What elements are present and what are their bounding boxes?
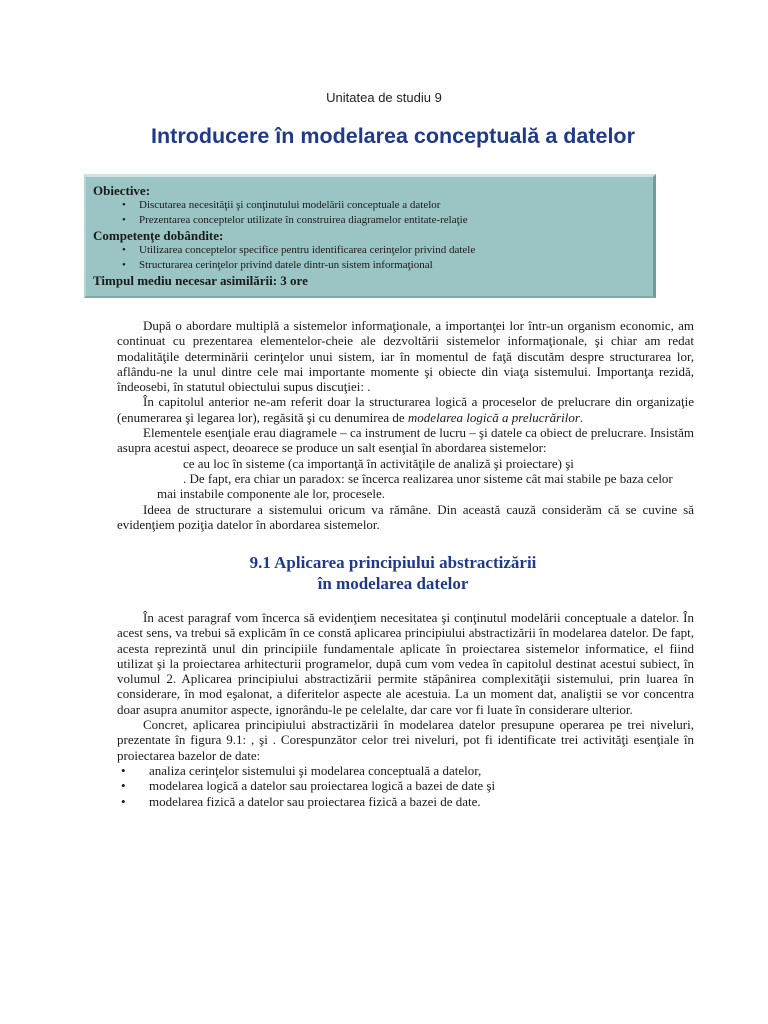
section-heading-line: în modelarea datelor	[317, 574, 469, 593]
text: .	[579, 409, 584, 425]
paragraph: În acest paragraf vom încerca să evidenţiem necesitatea şi conţinutul modelării conceptuale a datelor. În acest sens, va trebui să explicăm în ce constă aplicarea principiului abstractizării în modelarea datelor. De fapt, acesta reprezintă unul din principiile fundamentale aplicate în proiectarea sistemelor informatice, el fiind utilizat şi la proiectarea arhitecturii programelor, după cum vom vedea în capitolul destinat acestui subiect, în volumul 2. Aplicarea principiului abstractizării permite stăpânirea complexităţii sistemului, prin luarea în considerare, în mod eşalonat, a diferitelor aspecte ale acestuia. La un moment dat, analiştii se vor concentra doar asupra anumitor aspecte, ignorându-le pe celelalte, dar care vor fi luate în considerare ulterior.	[117, 610, 694, 717]
time-required: Timpul mediu necesar asimilării: 3 ore	[93, 273, 308, 288]
paragraph	[117, 717, 694, 763]
objectives-list	[93, 198, 645, 228]
section-heading	[0, 552, 768, 594]
text: Elementele esenţiale erau diagramele – ca instrument de lucru – şi datele ca obiect de prelucrare. Insistăm asupra acestui aspect, deoarece se produce un salt esenţial în abordarea sistemelor:	[117, 425, 694, 456]
objectives-box	[84, 174, 656, 298]
text: După o abordare multiplă a sistemelor informaţionale, a importanţei lor într-un organism economic, am continuat cu prezentarea elementelor-cheie ale dezvoltării sistemelor informaţionale, şi chiar am redat modalităţile determinării cerinţelor unui sistem, iar în momentul de faţă discutăm despre structurarea lor, aflându-ne la unul dintre cele mai importante momente şi obiecte din viaţa sistemului. Importanţa rezidă, îndeosebi, în statutul obiectului supus discuţiei:	[117, 318, 694, 395]
competence-item: • Structurarea cerinţelor privind datele dintr-un sistem informaţional	[93, 258, 645, 273]
objective-item: • Discutarea necesităţii şi conţinutului modelării conceptuale a datelor	[93, 198, 645, 213]
text: ,	[251, 732, 255, 748]
section-heading-line: 9.1 Aplicarea principiului abstractizării	[249, 553, 537, 572]
intro-text	[117, 318, 694, 532]
unit-label: Unitatea de studiu 9	[326, 90, 442, 105]
section-text	[117, 610, 694, 809]
list-item: • modelarea fizică a datelor sau proiectarea fizică a bazei de date.	[117, 794, 694, 809]
paragraph: Ideea de structurare a sistemului oricum va rămâne. Din această cauză considerăm că se cuvine să evidenţiem poziţia datelor în abordarea sistemelor.	[117, 501, 694, 532]
competence-item: • Utilizarea conceptelor specifice pentru identificarea cerinţelor privind datele	[93, 243, 645, 258]
text-line: ce au loc în sisteme (ca importanţă în activităţile de analiză şi proiectare) şi	[183, 455, 574, 471]
objective-item: • Prezentarea conceptelor utilizate în construirea diagramelor entitate-relaţie	[93, 213, 645, 228]
competences-list	[93, 243, 645, 273]
paragraph	[117, 425, 694, 501]
text: În capitolul anterior ne-am referit doar la structurarea logică a proceselor de prelucrare din organizaţie (enumerarea şi legarea lor), regăsită şi cu denumirea de	[117, 394, 694, 425]
text: . Corespunzător celor trei niveluri, pot fi identificate trei activităţi esenţiale în proiectarea bazelor de date:	[117, 732, 695, 763]
text-line: . De fapt, era chiar un paradox: se încerca realizarea unor sisteme cât mai stabile pe baza celor mai instabile componente ale lor, procesele.	[157, 470, 673, 502]
objectives-heading: Obiective:	[93, 183, 151, 198]
list-item: • analiza cerinţelor sistemului şi modelarea conceptuală a datelor,	[117, 763, 694, 778]
list-item: • modelarea logică a datelor sau proiectarea logică a bazei de date şi	[117, 778, 694, 793]
paragraph	[117, 394, 694, 425]
paragraph	[117, 318, 694, 394]
text: .	[367, 379, 371, 395]
text: şi	[259, 732, 268, 748]
competences-heading: Competenţe dobândite:	[93, 228, 224, 243]
activities-list	[117, 763, 694, 809]
text: Concret, aplicarea principiului abstractizării în modelarea datelor presupune operarea pe trei niveluri, prezentate în figura 9.1:	[117, 717, 694, 748]
page-title: Introducere în modelarea conceptuală a datelor	[151, 124, 635, 148]
emphasis-text: modelarea logică a prelucrărilor	[407, 409, 580, 425]
